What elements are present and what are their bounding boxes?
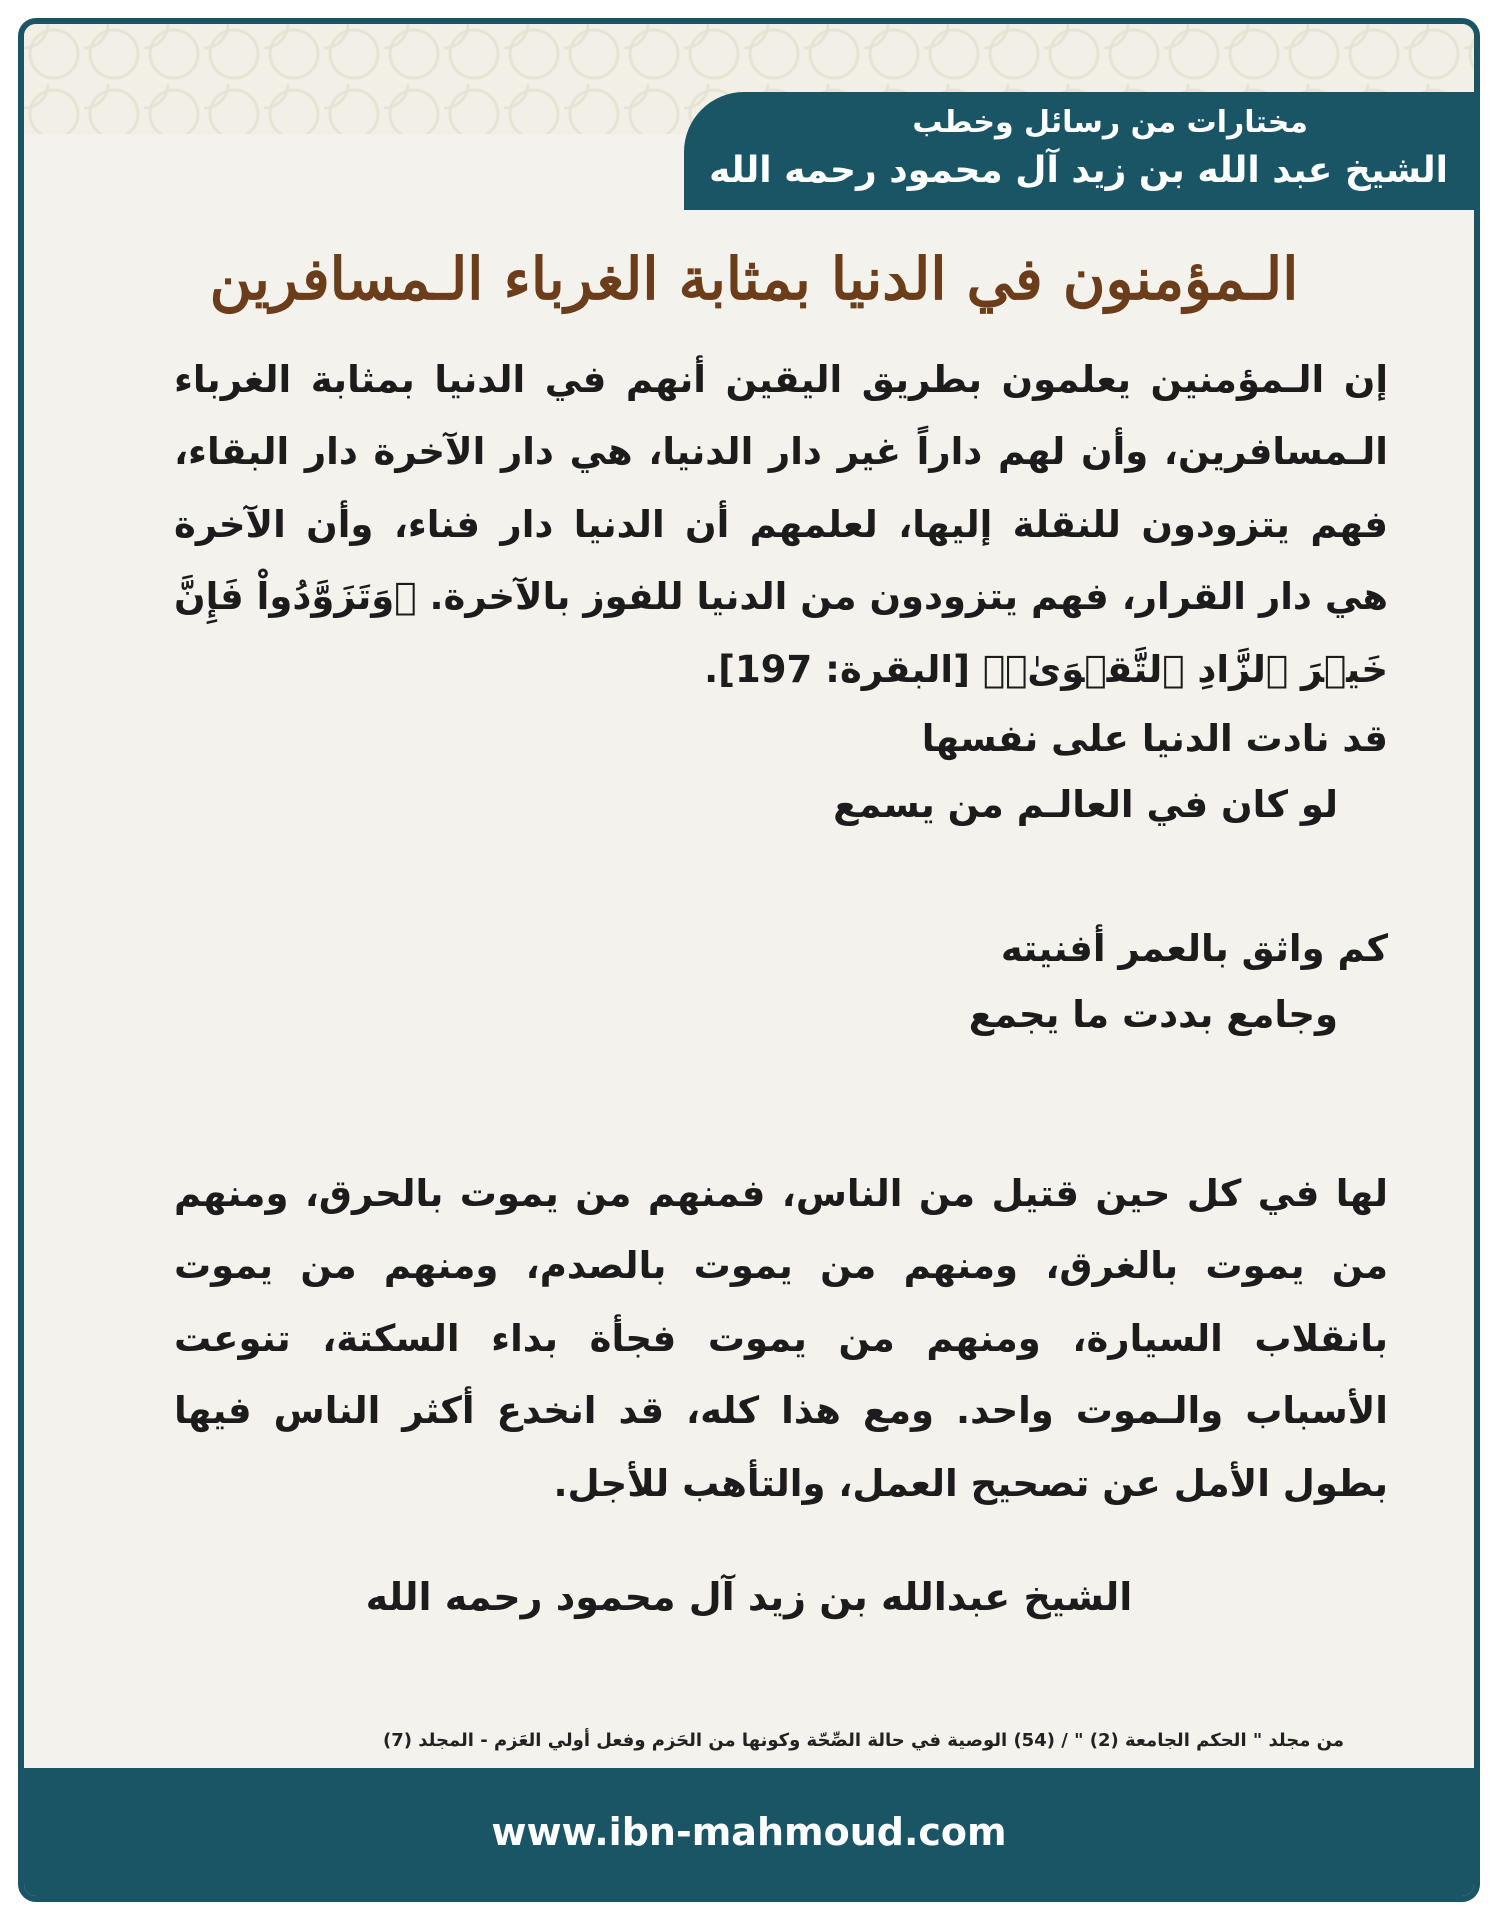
verse-1-line-1: قد نادت الدنيا على نفسها — [921, 717, 1388, 761]
source-citation: من مجلد " الحكم الجامعة (2) " / (54) الوصية في حالة الصِّحّة وكونها من الحَزم وفعل أولي العَزم - المجلد (7) — [382, 1730, 1344, 1751]
article-title: الـمؤمنون في الدنيا بمثابة الغرباء الـمسافرين — [209, 245, 1299, 313]
signature: الشيخ عبدالله بن زيد آل محمود رحمه الله — [365, 1575, 1133, 1619]
header-author: الشيخ عبد الله بن زيد آل محمود رحمه الله — [709, 150, 1448, 191]
page-frame — [18, 18, 1480, 1902]
header-series-title: مختارات من رسائل وخطب — [912, 105, 1308, 140]
footer-bar — [24, 1768, 1474, 1896]
footer-website-link[interactable]: www.ibn-mahmoud.com — [491, 1810, 1007, 1854]
verse-1 — [174, 706, 1388, 838]
article-body — [174, 344, 1388, 1520]
verse-1-line-2: لو كان في العالـم من يسمع — [833, 783, 1338, 827]
header-band — [684, 92, 1474, 210]
paragraph-2: لها في كل حين قتيل من الناس، فمنهم من يموت بالحرق، ومنهم من يموت بالغرق، ومنهم من يموت بالصدم، ومنهم من يموت بانقلاب السيارة، ومنهم من يموت فجأة بداء السكتة، تنوعت الأسباب والـموت واحد. ومع هذا كله، قد انخدع أكثر الناس فيها بطول الأمل عن تصحيح العمل، والتأهب للأجل. — [174, 1172, 1388, 1505]
verse-2-line-2: وجامع بددت ما يجمع — [968, 993, 1338, 1037]
verse-2 — [174, 916, 1388, 1048]
verse-2-line-1: كم واثق بالعمر أفنيته — [1000, 927, 1388, 971]
paragraph-1: إن الـمؤمنين يعلمون بطريق اليقين أنهم في الدنيا بمثابة الغرباء الـمسافرين، وأن لهم داراً غير دار الدنيا، هي دار الآخرة دار البقاء، فهم يتزودون للنقلة إليها، لعلمهم أن الدنيا دار فناء، وأن الآخرة هي دار القرار، فهم يتزودون من الدنيا للفوز بالآخرة. ﴿وَتَزَوَّدُواْ فَإِنَّ خَيۡرَ ٱلزَّادِ ٱلتَّقۡوَىٰۖ﴾ [البقرة: 197]. — [174, 358, 1388, 691]
